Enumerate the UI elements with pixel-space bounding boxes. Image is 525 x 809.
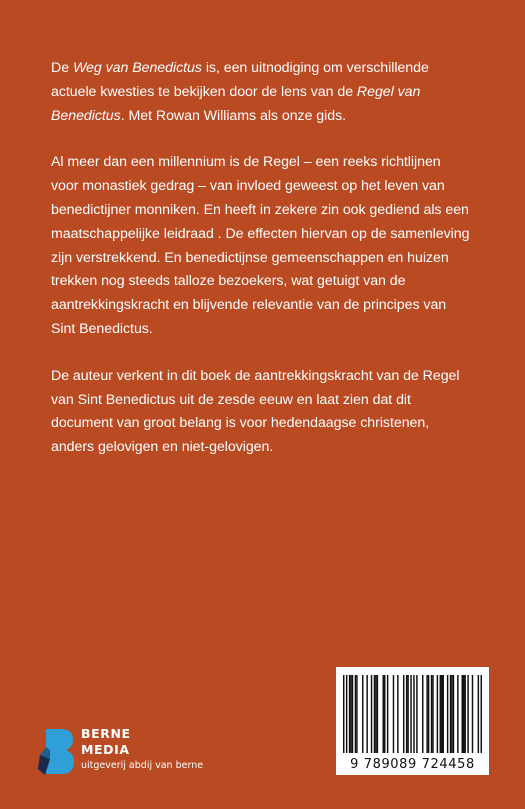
publisher-tagline: uitgeverij abdij van berne — [81, 760, 204, 771]
barcode-bar — [431, 675, 432, 753]
barcode-bar — [362, 675, 363, 753]
blurb — [51, 57, 471, 483]
barcode-bar — [343, 675, 344, 753]
barcode-bar — [447, 675, 448, 753]
barcode-bar — [393, 675, 394, 753]
barcode-bar — [375, 675, 376, 753]
barcode-bars — [343, 675, 482, 753]
rule-title: Regel van Benedictus — [51, 83, 421, 124]
barcode-bar — [355, 675, 356, 753]
barcode-bar — [407, 675, 408, 753]
barcode-bar — [426, 675, 427, 753]
barcode-bar — [383, 675, 384, 753]
p1-mid: is, een uitnodiging om verschillende actuele kwesties te bekijken door de lens van de — [51, 60, 429, 100]
barcode-bar — [440, 675, 441, 753]
barcode-bar — [416, 675, 417, 753]
barcode-bar — [377, 675, 378, 753]
barcode-bar — [457, 675, 458, 753]
barcode-bar — [413, 675, 414, 753]
berne-logo-icon — [37, 725, 75, 777]
barcode-bar — [478, 675, 479, 753]
barcode-bar — [464, 675, 465, 753]
barcode-bar — [397, 675, 398, 753]
barcode-bar — [467, 675, 468, 753]
p1-post: . Met Rowan Williams als onze gids. — [120, 107, 347, 124]
barcode-bar — [462, 675, 463, 753]
barcode-bar — [366, 675, 367, 753]
barcode-bar — [406, 675, 407, 753]
blurb-paragraph-1 — [51, 57, 471, 128]
barcode-bar — [472, 675, 473, 753]
barcode-bar — [356, 675, 357, 753]
barcode-bar — [442, 675, 443, 753]
book-title: Weg van Benedictus — [72, 60, 202, 76]
barcode-bar — [371, 675, 372, 753]
barcode-bar — [437, 675, 438, 753]
barcode-bar — [450, 675, 451, 753]
barcode-bar — [422, 675, 423, 753]
barcode-bar — [350, 675, 351, 753]
barcode-bar — [346, 675, 347, 753]
barcode-bar — [463, 675, 464, 753]
barcode-bar — [451, 675, 452, 753]
publisher-name-2: MEDIA — [81, 742, 130, 757]
barcode-bar — [349, 675, 350, 753]
barcode-bar — [403, 675, 404, 753]
barcode-bar — [432, 675, 433, 753]
isbn-barcode — [336, 667, 489, 775]
barcode-bar — [453, 675, 454, 753]
blurb-paragraph-2: Al meer dan een millennium is de Regel – een reeks richtlijnen voor monastiek gedrag – van invloed geweest op het leven van benedictijner monniken. En heeft in zekere zin ook gediend als een maatschappelijke leidraad . De effecten hiervan op de samenleving zijn verstrekkend. En benedictijnse gemeenschappen en huizen trekken nog steeds talloze bezoekers, wat getuigt van de aantrekkingskracht en blijvende relevantie van de principes van Sint Benedictus. — [51, 154, 470, 337]
barcode-bar — [428, 675, 429, 753]
barcode-bar — [441, 675, 442, 753]
barcode-bar — [384, 675, 385, 753]
isbn-number: 9 789089 724458 — [350, 757, 475, 772]
publisher-logo — [37, 723, 227, 783]
barcode-bar — [481, 675, 482, 753]
barcode-bar — [374, 675, 375, 753]
barcode-bar — [352, 675, 353, 753]
blurb-paragraph-3: De auteur verkent in dit boek de aantrekkingskracht van de Regel van Sint Benedictus uit de zesde eeuw en laat zien dat dit document van groot belang is voor hedendaagse christenen, anders gelovigen en niet-gelovigen. — [51, 367, 460, 456]
p1-pre: De — [51, 60, 73, 76]
barcode-bar — [387, 675, 388, 753]
publisher-name-1: BERNE — [81, 726, 131, 741]
barcode-bar — [410, 675, 411, 753]
